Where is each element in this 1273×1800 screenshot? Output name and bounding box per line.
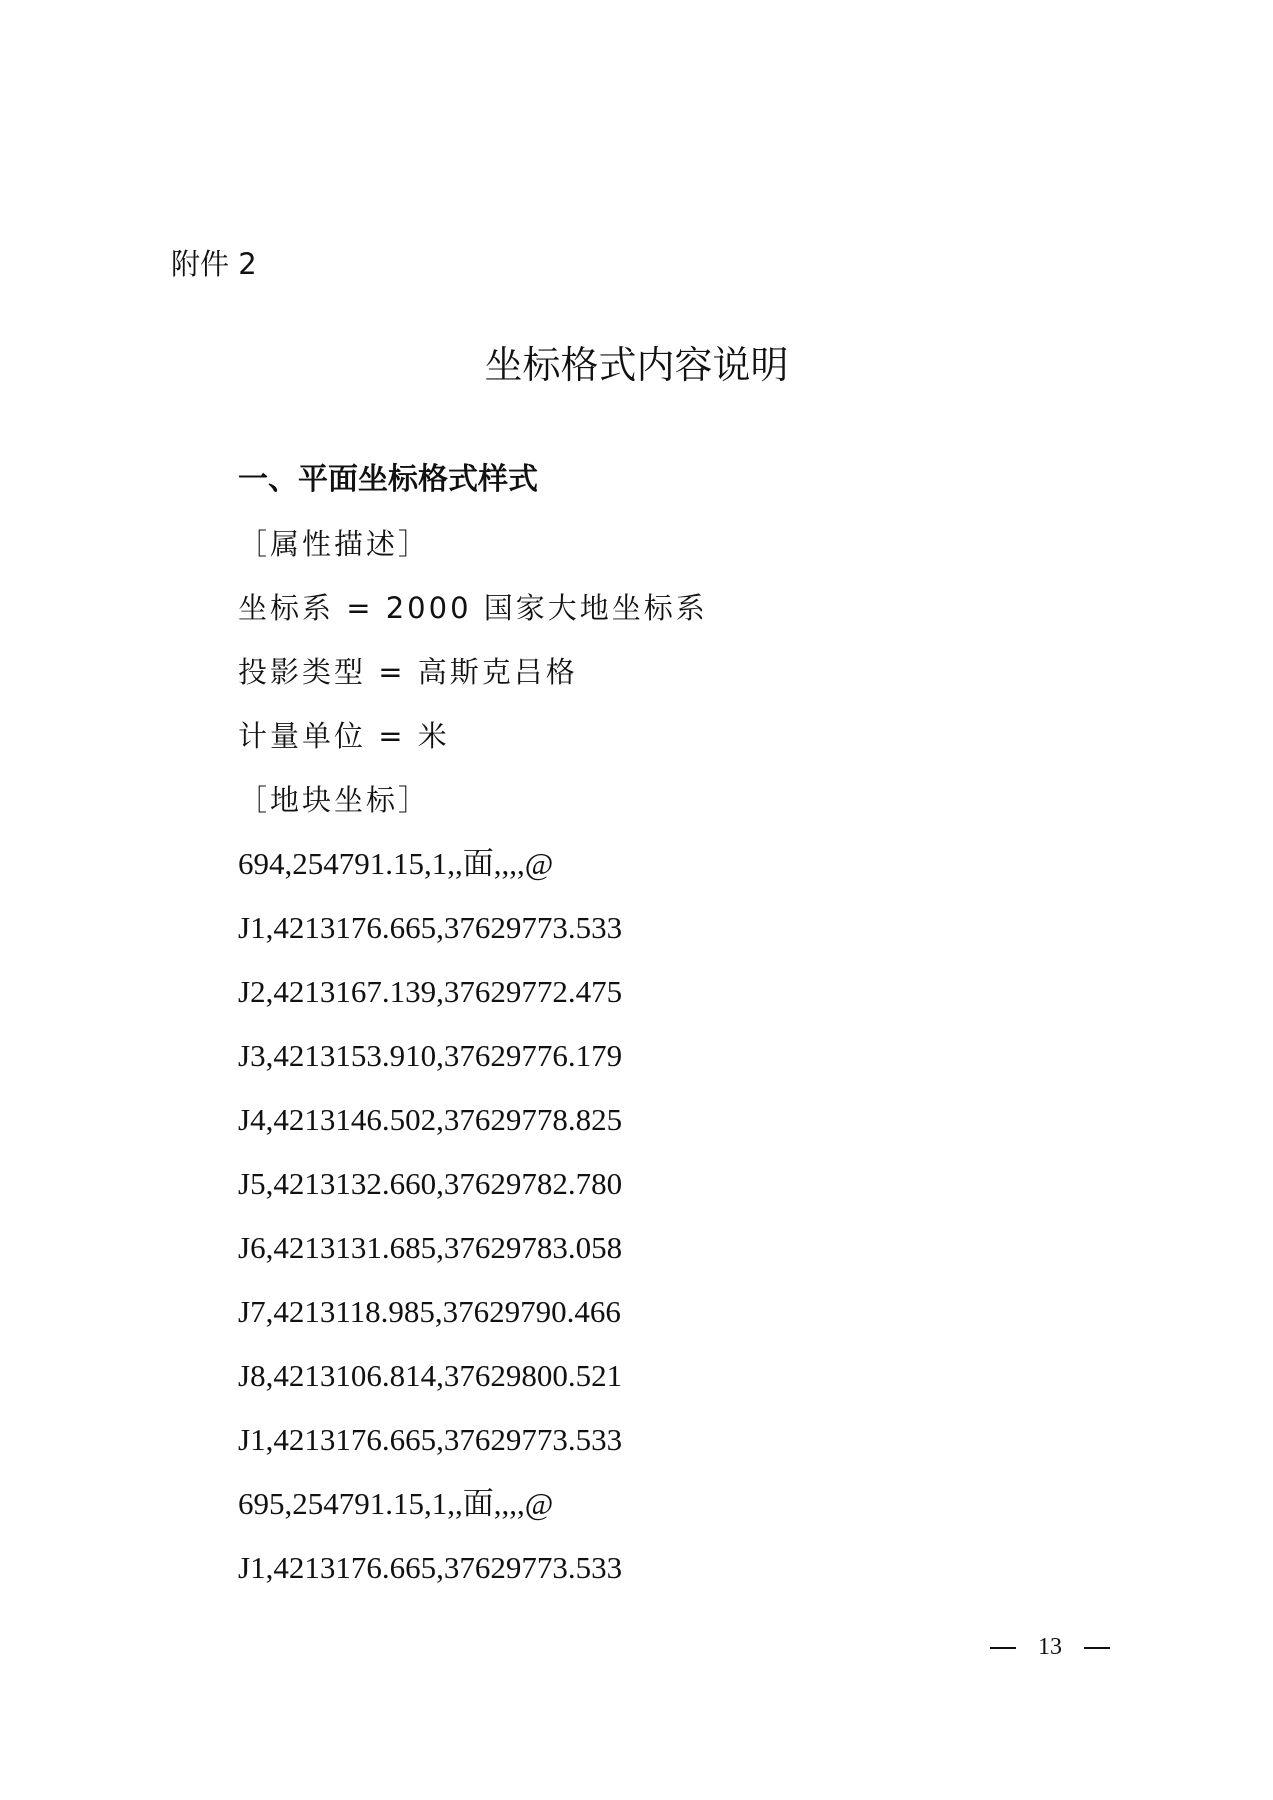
page-number-dash-right xyxy=(1084,1647,1110,1649)
page-number-text: 13 xyxy=(1038,1634,1062,1660)
attribute-header: ［属性描述］ xyxy=(238,527,431,561)
parcel-header: ［地块坐标］ xyxy=(238,783,431,817)
coordinate-line: J1,4213176.665,37629773.533 xyxy=(238,910,623,945)
attachment-label: 附件 2 xyxy=(171,247,257,281)
coordinate-line: J3,4213153.910,37629776.179 xyxy=(238,1038,623,1073)
section-heading: 一、平面坐标格式样式 xyxy=(238,462,538,497)
page-number xyxy=(990,1634,1110,1661)
page-number-dash-left xyxy=(990,1647,1016,1649)
coordinate-line: J1,4213176.665,37629773.533 xyxy=(238,1550,623,1585)
coordinate-line: 694,254791.15,1,,面,,,,@ xyxy=(238,846,554,881)
unit-line: 计量单位 = 米 xyxy=(238,719,450,753)
page-title: 坐标格式内容说明 xyxy=(484,343,789,387)
coordinate-line: J6,4213131.685,37629783.058 xyxy=(238,1230,623,1265)
coordinate-line: 695,254791.15,1,,面,,,,@ xyxy=(238,1486,554,1521)
coordinate-line: J1,4213176.665,37629773.533 xyxy=(238,1422,623,1457)
coordinate-line: J8,4213106.814,37629800.521 xyxy=(238,1358,623,1393)
coordinate-line: J7,4213118.985,37629790.466 xyxy=(238,1294,621,1329)
coordinate-line: J5,4213132.660,37629782.780 xyxy=(238,1166,623,1201)
document-body xyxy=(238,448,708,1600)
projection-type-line: 投影类型 = 高斯克吕格 xyxy=(238,655,578,689)
coordinate-line: J2,4213167.139,37629772.475 xyxy=(238,974,623,1009)
coordinate-line: J4,4213146.502,37629778.825 xyxy=(238,1102,623,1137)
coordinate-system-line: 坐标系 = 2000 国家大地坐标系 xyxy=(238,591,708,625)
